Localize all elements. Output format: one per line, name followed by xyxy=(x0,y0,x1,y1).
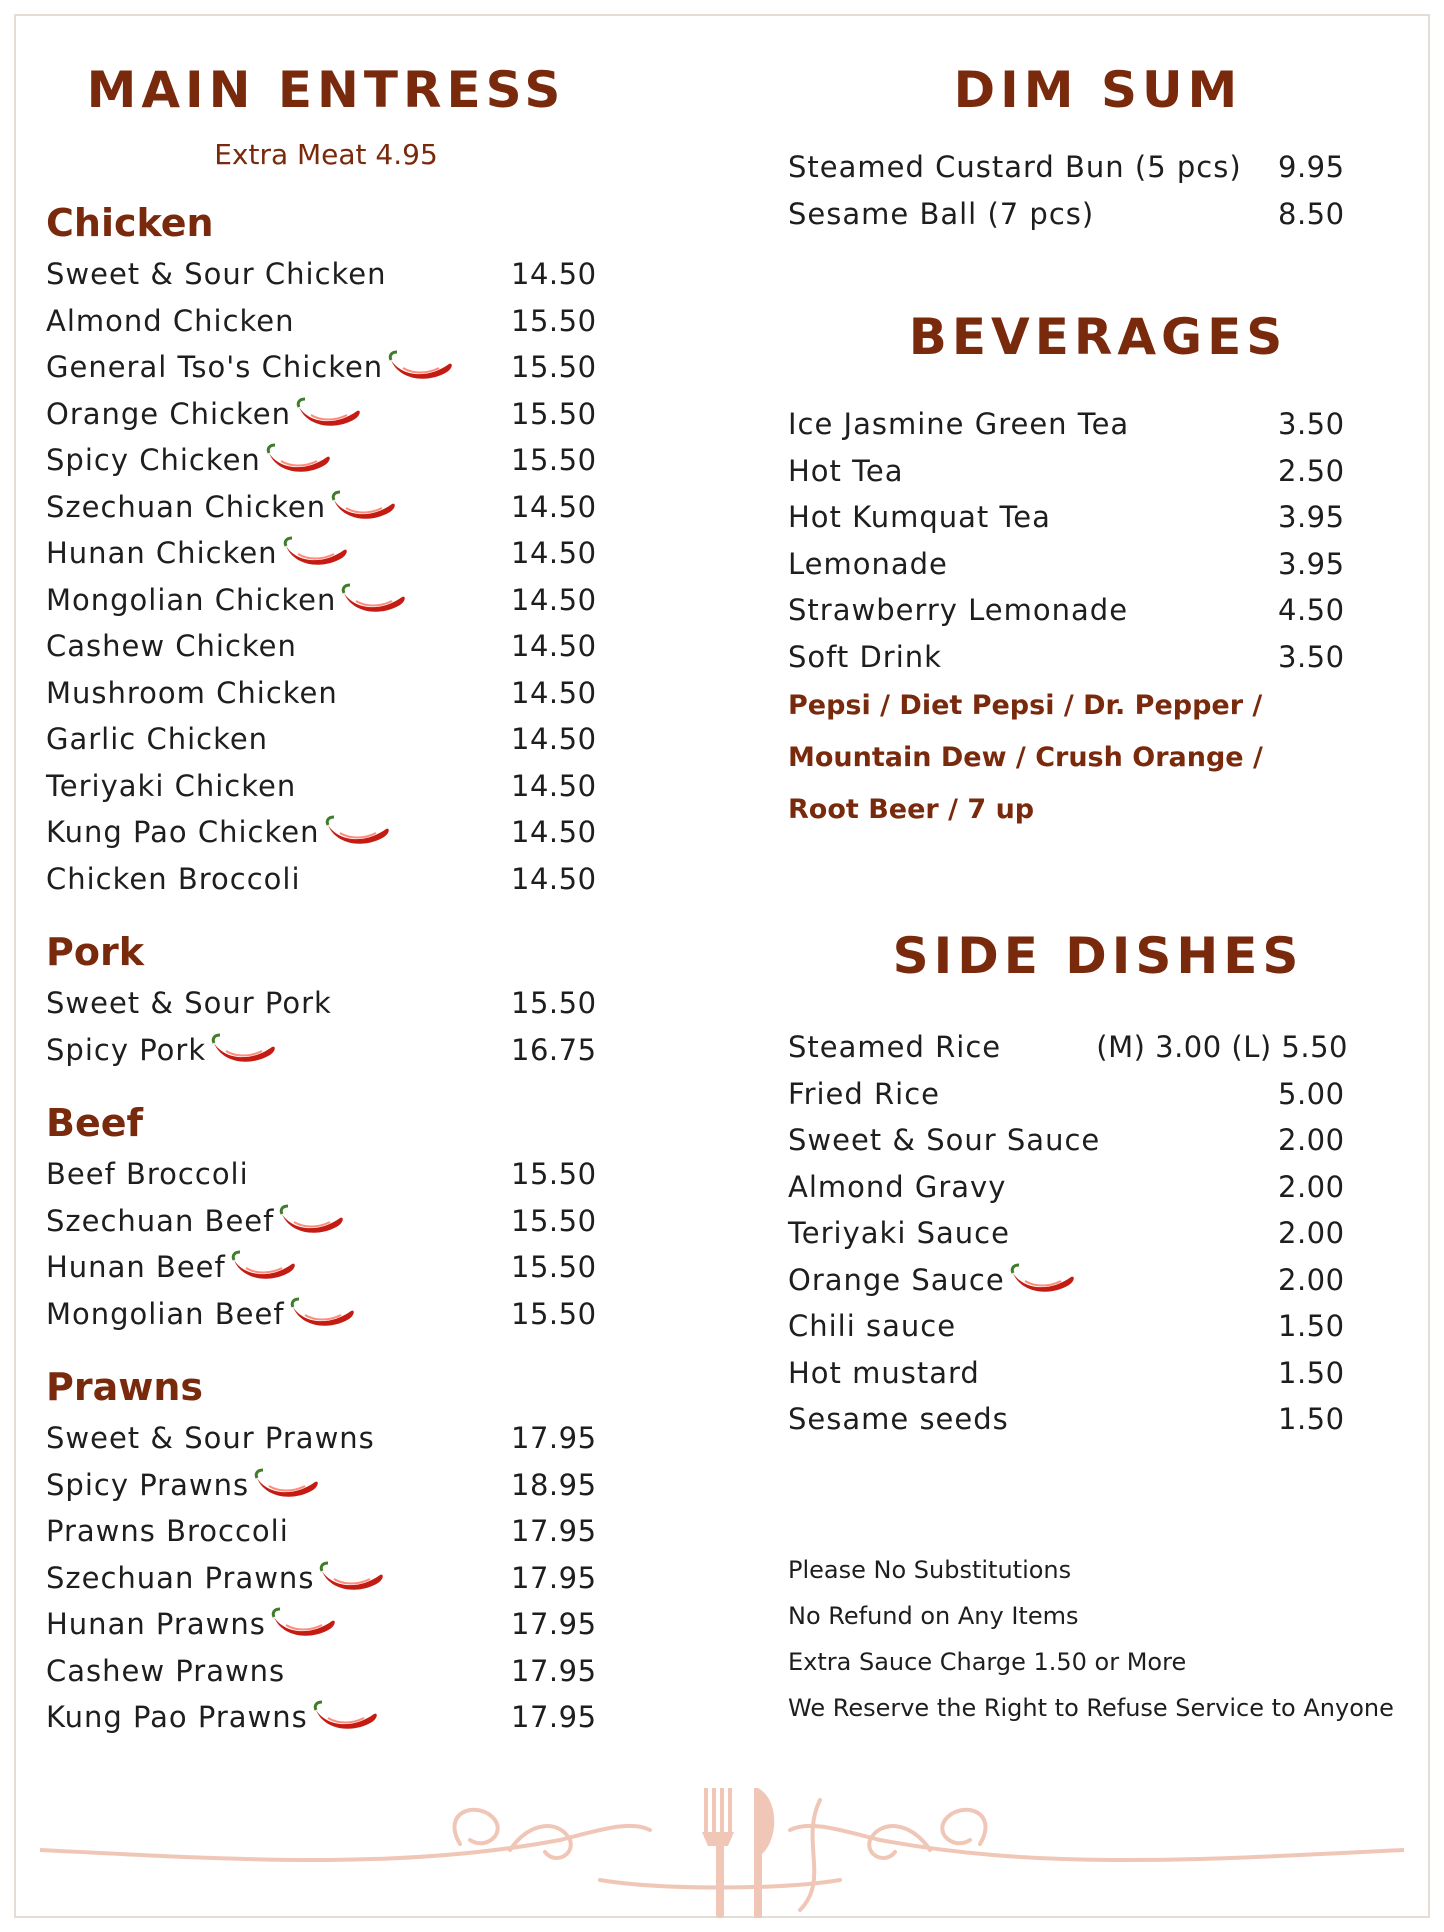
item-name xyxy=(46,397,363,431)
item-price: 3.95 xyxy=(1278,500,1345,535)
chili-pepper-icon xyxy=(253,1468,321,1502)
item-name xyxy=(46,1654,285,1688)
item-name-text: Teriyaki Sauce xyxy=(788,1216,1010,1251)
item-price: 14.50 xyxy=(511,536,597,571)
menu-item-steamed-custard-bun-5-pcs xyxy=(788,144,1348,191)
item-name-text: Teriyaki Chicken xyxy=(46,768,297,803)
menu-item-hunan-beef xyxy=(46,1244,597,1291)
item-name xyxy=(46,986,332,1020)
item-name xyxy=(46,490,398,524)
dim-sum-list xyxy=(788,144,1408,237)
item-name-text: Steamed Rice xyxy=(788,1030,1002,1065)
item-name-text: General Tso's Chicken xyxy=(46,350,384,385)
item-name xyxy=(788,150,1242,184)
soft-drink-options xyxy=(788,680,1408,836)
item-name-text: Chicken Broccoli xyxy=(46,861,301,896)
right-column xyxy=(788,50,1408,1731)
menu-item-sweet-sour-chicken xyxy=(46,251,597,298)
item-price: 16.75 xyxy=(511,1032,597,1067)
item-name xyxy=(788,1402,1009,1436)
item-name-text: Hunan Beef xyxy=(46,1250,226,1285)
item-name xyxy=(788,454,904,488)
item-name-text: Almond Chicken xyxy=(46,303,295,338)
policy-notices xyxy=(788,1547,1408,1731)
item-price: 14.50 xyxy=(511,768,597,803)
menu-item-chicken-broccoli xyxy=(46,856,597,903)
menu-item-hunan-chicken xyxy=(46,530,597,577)
item-price: 4.50 xyxy=(1278,593,1345,628)
chili-pepper-icon xyxy=(265,443,333,477)
item-name xyxy=(46,1033,278,1067)
category-pork: Pork xyxy=(46,930,144,974)
item-name xyxy=(788,1309,956,1343)
chili-pepper-icon xyxy=(210,1033,278,1067)
item-name-text: Sweet & Sour Sauce xyxy=(788,1123,1101,1158)
menu-item-lemonade xyxy=(788,541,1348,588)
item-name-text: Strawberry Lemonade xyxy=(788,593,1129,628)
item-name-text: Mongolian Chicken xyxy=(46,582,337,617)
chili-pepper-icon xyxy=(324,815,392,849)
chili-pepper-icon xyxy=(387,350,455,384)
item-name xyxy=(46,1468,321,1502)
item-price: 15.50 xyxy=(511,1203,597,1238)
menu-item-hunan-prawns xyxy=(46,1601,597,1648)
dim-sum-heading: DIM SUM xyxy=(953,61,1243,119)
item-price: 15.50 xyxy=(511,1296,597,1331)
chili-pepper-icon xyxy=(340,583,408,617)
item-name xyxy=(46,1204,346,1238)
main-entrees-column xyxy=(46,50,606,1741)
item-name-text: Lemonade xyxy=(788,546,948,581)
menu-item-sweet-sour-pork xyxy=(46,980,597,1027)
menu-item-almond-gravy xyxy=(788,1164,1348,1211)
item-price: 15.50 xyxy=(511,443,597,478)
item-name xyxy=(788,593,1128,627)
item-price: 17.95 xyxy=(511,1514,597,1549)
item-name-text: Garlic Chicken xyxy=(46,722,269,757)
category-prawns: Prawns xyxy=(46,1365,204,1409)
menu-item-beef-broccoli xyxy=(46,1151,597,1198)
item-price: 17.95 xyxy=(511,1607,597,1642)
item-name-text: Szechuan Chicken xyxy=(46,489,327,524)
item-price: 2.50 xyxy=(1278,453,1345,488)
item-price: 3.95 xyxy=(1278,546,1345,581)
chili-pepper-icon xyxy=(289,1297,357,1331)
soft-drink-options-line: Pepsi / Diet Pepsi / Dr. Pepper / xyxy=(788,690,1263,721)
item-name xyxy=(788,1030,1001,1064)
item-name xyxy=(46,722,268,756)
chili-pepper-icon xyxy=(330,490,398,524)
menu-item-mongolian-beef xyxy=(46,1291,597,1338)
item-name-text: Hot mustard xyxy=(788,1355,980,1390)
menu-item-szechuan-prawns xyxy=(46,1555,597,1602)
item-name xyxy=(46,1421,375,1455)
chili-pepper-icon xyxy=(295,397,363,431)
item-name xyxy=(46,769,296,803)
item-price: 1.50 xyxy=(1278,1309,1345,1344)
item-price: 17.95 xyxy=(511,1560,597,1595)
item-name-text: Sesame Ball (7 pcs) xyxy=(788,196,1095,231)
item-name xyxy=(788,197,1094,231)
menu-item-almond-chicken xyxy=(46,298,597,345)
menu-item-soft-drink xyxy=(788,634,1348,681)
item-name-text: Spicy Pork xyxy=(46,1032,207,1067)
category-beef: Beef xyxy=(46,1101,144,1145)
extra-meat-note: Extra Meat 4.95 xyxy=(214,138,438,171)
item-price: 2.00 xyxy=(1278,1216,1345,1251)
main-entrees-heading: MAIN ENTRESS xyxy=(86,61,566,119)
item-price: 17.95 xyxy=(511,1421,597,1456)
menu-item-szechuan-chicken xyxy=(46,484,597,531)
item-name-text: Chili sauce xyxy=(788,1309,957,1344)
item-name xyxy=(46,1700,380,1734)
item-price: 15.50 xyxy=(511,1250,597,1285)
item-name xyxy=(46,583,408,617)
item-price: 15.50 xyxy=(511,303,597,338)
item-price: 14.50 xyxy=(511,861,597,896)
side-dishes-heading: SIDE DISHES xyxy=(892,927,1304,985)
item-price: 14.50 xyxy=(511,722,597,757)
item-name-text: Sesame seeds xyxy=(788,1402,1009,1437)
item-name-text: Prawns Broccoli xyxy=(46,1514,289,1549)
item-price: 14.50 xyxy=(511,675,597,710)
menu-item-kung-pao-prawns xyxy=(46,1694,597,1741)
menu-item-sweet-sour-prawns xyxy=(46,1415,597,1462)
item-name-text: Almond Gravy xyxy=(788,1169,1007,1204)
menu-item-general-tso-s-chicken xyxy=(46,344,597,391)
item-name xyxy=(46,1561,386,1595)
fork-knife-ornament xyxy=(40,1780,1404,1920)
item-price: 3.50 xyxy=(1278,407,1345,442)
item-name xyxy=(46,815,392,849)
item-name xyxy=(788,1170,1006,1204)
item-price: 14.50 xyxy=(511,257,597,292)
item-name xyxy=(788,640,942,674)
item-name-text: Hunan Chicken xyxy=(46,536,278,571)
item-price: 14.50 xyxy=(511,629,597,664)
item-name xyxy=(46,304,295,338)
item-name xyxy=(788,1216,1010,1250)
menu-item-hot-mustard xyxy=(788,1350,1348,1397)
menu-item-strawberry-lemonade xyxy=(788,587,1348,634)
item-price: 5.00 xyxy=(1278,1076,1345,1111)
item-name-text: Cashew Prawns xyxy=(46,1653,286,1688)
item-name xyxy=(788,1077,940,1111)
item-price: 1.50 xyxy=(1278,1355,1345,1390)
item-name-text: Fried Rice xyxy=(788,1076,941,1111)
item-name-text: Spicy Chicken xyxy=(46,443,261,478)
item-name-text: Orange Chicken xyxy=(46,396,291,431)
item-name xyxy=(788,407,1129,441)
chili-pepper-icon xyxy=(230,1250,298,1284)
menu-item-orange-sauce xyxy=(788,1257,1348,1304)
item-price: 3.50 xyxy=(1278,639,1345,674)
menu-item-fried-rice xyxy=(788,1071,1348,1118)
item-name-text: Cashew Chicken xyxy=(46,629,297,664)
side-dishes-list xyxy=(788,1024,1408,1443)
soft-drink-options-line: Mountain Dew / Crush Orange / xyxy=(788,742,1263,773)
item-price: 8.50 xyxy=(1278,196,1345,231)
item-name-text: Szechuan Prawns xyxy=(46,1560,315,1595)
chili-pepper-icon xyxy=(1009,1263,1077,1297)
chili-pepper-icon xyxy=(278,1204,346,1238)
menu-item-ice-jasmine-green-tea xyxy=(788,401,1348,448)
item-name-text: Szechuan Beef xyxy=(46,1203,275,1238)
item-price: 2.00 xyxy=(1278,1169,1345,1204)
menu-item-spicy-pork xyxy=(46,1027,597,1074)
item-name xyxy=(46,1297,357,1331)
item-name-text: Mongolian Beef xyxy=(46,1296,285,1331)
item-price: 2.00 xyxy=(1278,1123,1345,1158)
menu-item-cashew-prawns xyxy=(46,1648,597,1695)
menu-item-chili-sauce xyxy=(788,1303,1348,1350)
chili-pepper-icon xyxy=(282,536,350,570)
item-name-text: Hot Kumquat Tea xyxy=(788,500,1051,535)
item-name xyxy=(788,1123,1100,1157)
category-chicken: Chicken xyxy=(46,201,214,245)
menu-item-hot-tea xyxy=(788,448,1348,495)
entree-categories xyxy=(46,195,606,1741)
menu-item-sweet-sour-sauce xyxy=(788,1117,1348,1164)
menu-item-sesame-seeds xyxy=(788,1396,1348,1443)
menu-item-steamed-rice xyxy=(788,1024,1348,1071)
menu-item-teriyaki-chicken xyxy=(46,763,597,810)
policy-notice: No Refund on Any Items xyxy=(788,1601,1079,1630)
item-name-text: Soft Drink xyxy=(788,639,942,674)
item-name-text: Steamed Custard Bun (5 pcs) xyxy=(788,150,1242,185)
item-price: 2.00 xyxy=(1278,1262,1345,1297)
menu-item-mushroom-chicken xyxy=(46,670,597,717)
item-price: 14.50 xyxy=(511,489,597,524)
menu-item-sesame-ball-7-pcs xyxy=(788,191,1348,238)
soft-drink-options-line: Root Beer / 7 up xyxy=(788,794,1035,825)
policy-notice: Extra Sauce Charge 1.50 or More xyxy=(788,1647,1187,1676)
item-price: 14.50 xyxy=(511,582,597,617)
chili-pepper-icon xyxy=(312,1700,380,1734)
policy-notice: Please No Substitutions xyxy=(788,1555,1072,1584)
item-name-text: Mushroom Chicken xyxy=(46,675,338,710)
item-name xyxy=(46,862,301,896)
item-name-text: Ice Jasmine Green Tea xyxy=(788,407,1130,442)
item-name xyxy=(46,676,338,710)
item-name xyxy=(788,1356,980,1390)
item-name xyxy=(788,1263,1077,1297)
menu-item-hot-kumquat-tea xyxy=(788,494,1348,541)
menu-item-teriyaki-sauce xyxy=(788,1210,1348,1257)
item-name-text: Sweet & Sour Pork xyxy=(46,986,332,1021)
item-price: 17.95 xyxy=(511,1653,597,1688)
menu-item-orange-chicken xyxy=(46,391,597,438)
item-name-text: Spicy Prawns xyxy=(46,1467,250,1502)
item-price: 17.95 xyxy=(511,1700,597,1735)
beverages-heading: BEVERAGES xyxy=(908,308,1288,366)
beverages-list xyxy=(788,401,1408,680)
item-name xyxy=(46,443,333,477)
item-name xyxy=(788,547,948,581)
item-name-text: Sweet & Sour Chicken xyxy=(46,257,387,292)
item-price: 15.50 xyxy=(511,396,597,431)
item-name xyxy=(46,1157,249,1191)
chili-pepper-icon xyxy=(270,1607,338,1641)
item-name xyxy=(46,257,387,291)
item-name-text: Beef Broccoli xyxy=(46,1157,249,1192)
item-name xyxy=(46,536,350,570)
item-price: 15.50 xyxy=(511,1157,597,1192)
item-name xyxy=(46,1514,289,1548)
item-price: (M) 3.00 (L) 5.50 xyxy=(1096,1030,1348,1065)
item-name xyxy=(46,629,297,663)
menu-item-szechuan-beef xyxy=(46,1198,597,1245)
menu-item-spicy-prawns xyxy=(46,1462,597,1509)
menu-item-prawns-broccoli xyxy=(46,1508,597,1555)
item-name-text: Hunan Prawns xyxy=(46,1607,266,1642)
item-name xyxy=(46,1607,338,1641)
chili-pepper-icon xyxy=(318,1561,386,1595)
policy-notice: We Reserve the Right to Refuse Service to Anyone xyxy=(788,1693,1394,1722)
menu-item-garlic-chicken xyxy=(46,716,597,763)
item-price: 15.50 xyxy=(511,986,597,1021)
menu-item-spicy-chicken xyxy=(46,437,597,484)
item-price: 1.50 xyxy=(1278,1402,1345,1437)
item-name-text: Kung Pao Chicken xyxy=(46,815,320,850)
item-price: 14.50 xyxy=(511,815,597,850)
menu-item-kung-pao-chicken xyxy=(46,809,597,856)
item-name xyxy=(788,500,1051,534)
item-name xyxy=(46,1250,298,1284)
item-name-text: Kung Pao Prawns xyxy=(46,1700,308,1735)
item-name-text: Orange Sauce xyxy=(788,1262,1005,1297)
item-price: 18.95 xyxy=(511,1467,597,1502)
item-name-text: Hot Tea xyxy=(788,453,904,488)
menu-item-mongolian-chicken xyxy=(46,577,597,624)
item-name-text: Sweet & Sour Prawns xyxy=(46,1421,375,1456)
item-price: 15.50 xyxy=(511,350,597,385)
item-name xyxy=(46,350,455,384)
item-price: 9.95 xyxy=(1278,150,1345,185)
menu-item-cashew-chicken xyxy=(46,623,597,670)
